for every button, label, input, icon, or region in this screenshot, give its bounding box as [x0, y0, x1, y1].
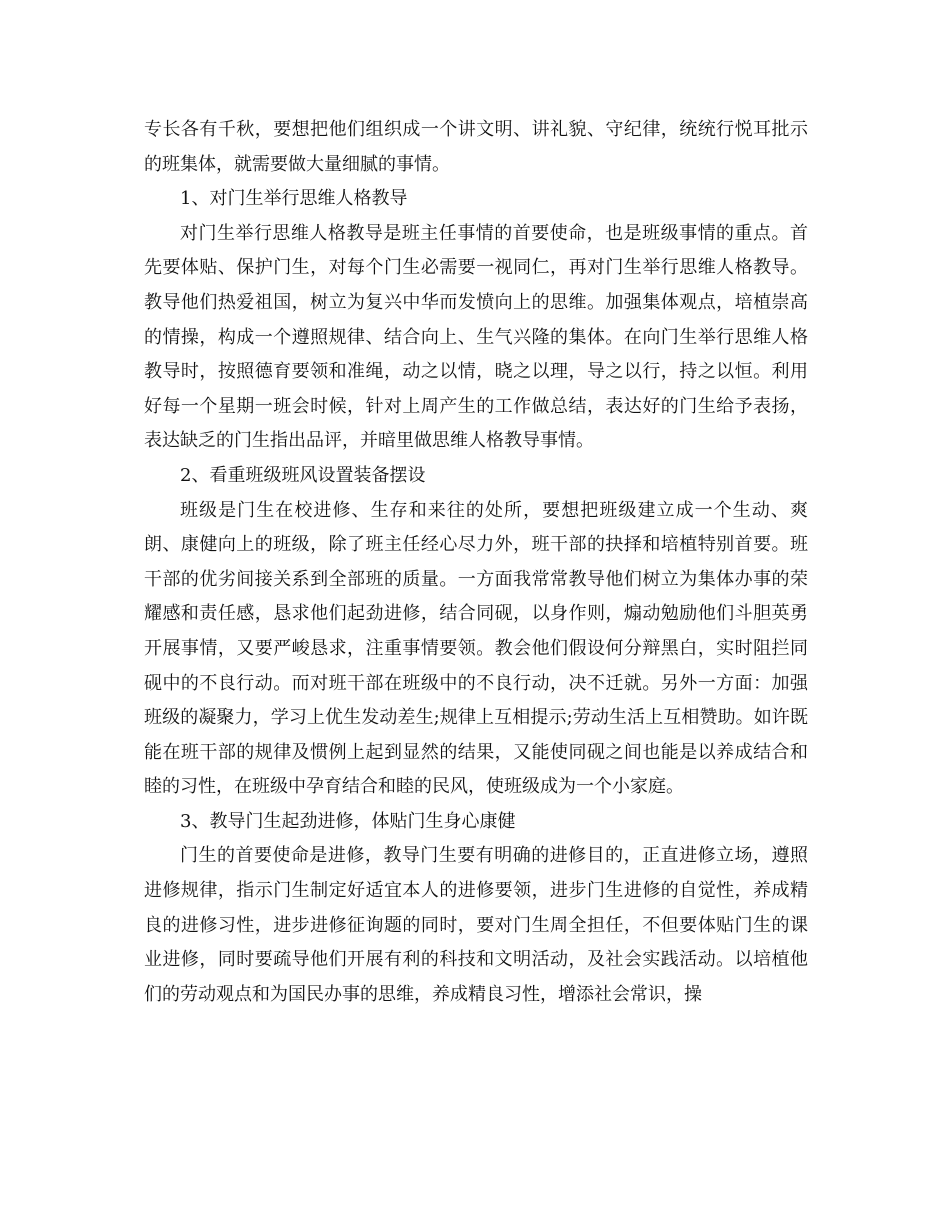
body-paragraph: 门生的首要使命是进修，教导门生要有明确的进修目的，正直进修立场，遵照进修规律，指示门生制定好适宜本人的进修要领，进步门生进修的自觉性，养成精良的进修习性，进步进修征询题的同时，要对门生周全担任，不但要体贴门生的课业进修，同时要疏导他们开展有利的科技和文明活动，及社会实践活动。以培植他们的劳动观点和为国民办事的思维，养成精良习性，增添社会常识，操	[144, 845, 808, 1005]
section-heading: 3、教导门生起劲进修，体贴门生身心康健	[180, 810, 516, 832]
document-body	[144, 113, 808, 1012]
body-paragraph: 班级是门生在校进修、生存和来往的处所，要想把班级建立成一个生动、爽朗、康健向上的班级，除了班主任经心尽力外，班干部的抉择和培植特别首要。班干部的优劣间接关系到全部班的质量。一方面我常常教导他们树立为集体办事的荣耀感和责任感，恳求他们起劲进修，结合同砚，以身作则，煽动勉励他们斗胆英勇开展事情，又要严峻恳求，注重事情要领。教会他们假设何分辩黑白，实时阻拦同砚中的不良行动。而对班干部在班级中的不良行动，决不迁就。另外一方面：加强班级的凝聚力，学习上优生发动差生;规律上互相提示;劳动生活上互相赞助。如许既能在班干部的规律及惯例上起到显然的结果，又能使同砚之间也能是以养成结合和睦的习性，在班级中孕育结合和睦的民风，使班级成为一个小家庭。	[144, 499, 808, 798]
section-heading: 1、对门生举行思维人格教导	[180, 188, 408, 210]
body-paragraph: 专长各有千秋，要想把他们组织成一个讲文明、讲礼貌、守纪律，统统行悦耳批示的班集体，就需要做大量细腻的事情。	[144, 119, 808, 175]
body-paragraph: 对门生举行思维人格教导是班主任事情的首要使命，也是班级事情的重点。首先要体贴、保护门生，对每个门生必需要一视同仁，再对门生举行思维人格教导。教导他们热爱祖国，树立为复兴中华而发愤向上的思维。加强集体观点，培植崇高的情操，构成一个遵照规律、结合向上、生气兴隆的集体。在向门生举行思维人格教导时，按照德育要领和准绳，动之以情，晓之以理，导之以行，持之以恒。利用好每一个星期一班会时候，针对上周产生的工作做总结，表达好的门生给予表扬，表达缺乏的门生指出品评，并暗里做思维人格教导事情。	[144, 222, 808, 452]
section-heading: 2、看重班级班风设置装备摆设	[180, 464, 426, 486]
